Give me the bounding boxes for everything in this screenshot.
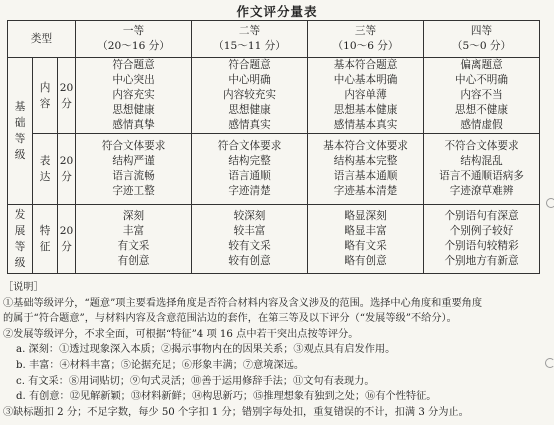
expression-row: [8, 134, 540, 205]
binding-mark-icon: [545, 358, 554, 368]
note-line: 的属于“符合题意”，与材料内容及含意范围沾边的套作，在第三等及以下评分（“发展等级”不给分）。: [3, 313, 457, 325]
header-grade-1: 一等 （20～16 分）: [76, 21, 192, 58]
feature-score: 20 分: [58, 205, 76, 274]
basic-category: 基 础 等 级: [8, 58, 33, 205]
header-grade-2: 二等 （15～11 分）: [192, 21, 308, 58]
header-row: [8, 21, 540, 58]
expression-score: 20 分: [58, 134, 76, 205]
expression-grade-1: 符合文体要求 结构严谨 语言流畅 字迹工整: [76, 134, 192, 205]
expression-grade-2: 符合文体要求 结构完整 语言通顺 字迹清楚: [192, 134, 308, 205]
header-type: 类型: [8, 21, 76, 58]
expression-grade-3: 基本符合文体要求 结构基本完整 语言基本通顺 字迹基本清楚: [308, 134, 424, 205]
expression-grade-4: 不符合文体要求 结构混乱 语言不通顺语病多 字迹潦草难辨: [424, 134, 540, 205]
note-line: ③缺标题扣 2 分；不足字数，每少 50 个字扣 1 分；错别字每处扣，重复错误的不计，扣满 3 分为止。: [3, 406, 469, 418]
content-row: [8, 58, 540, 134]
note-line: a. 深刻：①透过现象深入本质；②揭示事物内在的因果关系；③观点具有启发作用。: [16, 344, 396, 356]
header-grade-3: 三等 （10～6 分）: [308, 21, 424, 58]
feature-label: 特 征: [33, 205, 58, 274]
scoring-table: [7, 20, 540, 274]
header-grade-4: 四等 （5～0 分）: [424, 21, 540, 58]
note-line: d. 有创意：⑫见解新颖；⑬材料新鲜；⑭构思新巧；⑮推理想象有独到之处；⑯有个性特征。: [16, 391, 437, 403]
content-grade-2: 符合题意 中心明确 内容较充实 思想健康 感情真实: [192, 58, 308, 134]
content-grade-3: 基本符合题意 中心基本明确 内容单薄 思想基本健康 感情基本真实: [308, 58, 424, 134]
feature-grade-1: 深刻 丰富 有文采 有创意: [76, 205, 192, 274]
expression-label: 表 达: [33, 134, 58, 205]
notes-section: [3, 280, 551, 420]
feature-grade-3: 略显深刻 略显丰富 略有文采 略有创意: [308, 205, 424, 274]
content-score: 20 分: [58, 58, 76, 134]
notes-heading: ［说明］: [3, 282, 44, 293]
note-line: ②发展等级评分，不求全面，可根据“特征”4 项 16 点中若干突出点按等评分。: [3, 328, 359, 340]
feature-grade-2: 较深刻 较丰富 较有文采 较有创意: [192, 205, 308, 274]
note-line: b. 丰富：④材料丰富；⑤论据充足；⑥形象丰满；⑦意境深远。: [16, 359, 305, 371]
development-row: [8, 205, 540, 274]
binding-mark-icon: [546, 198, 554, 208]
note-line: ①基础等级评分，“题意”项主要看选择角度是否符合材料内容及含义涉及的范围。选择中心角度和重要角度: [3, 297, 483, 309]
content-label: 内 容: [33, 58, 58, 134]
note-line: c. 有文采：⑧用词贴切；⑨句式灵活；⑩善于运用修辞手法；⑪文句有表现力。: [16, 375, 375, 387]
content-grade-1: 符合题意 中心突出 内容充实 思想健康 感情真挚: [76, 58, 192, 134]
feature-grade-4: 个别语句有深意 个别例子较好 个别语句较精彩 个别地方有新意: [424, 205, 540, 274]
content-grade-4: 偏离题意 中心不明确 内容不当 思想不健康 感情虚假: [424, 58, 540, 134]
page-title: 作文评分量表: [236, 4, 318, 19]
development-category: 发 展 等 级: [8, 205, 33, 274]
